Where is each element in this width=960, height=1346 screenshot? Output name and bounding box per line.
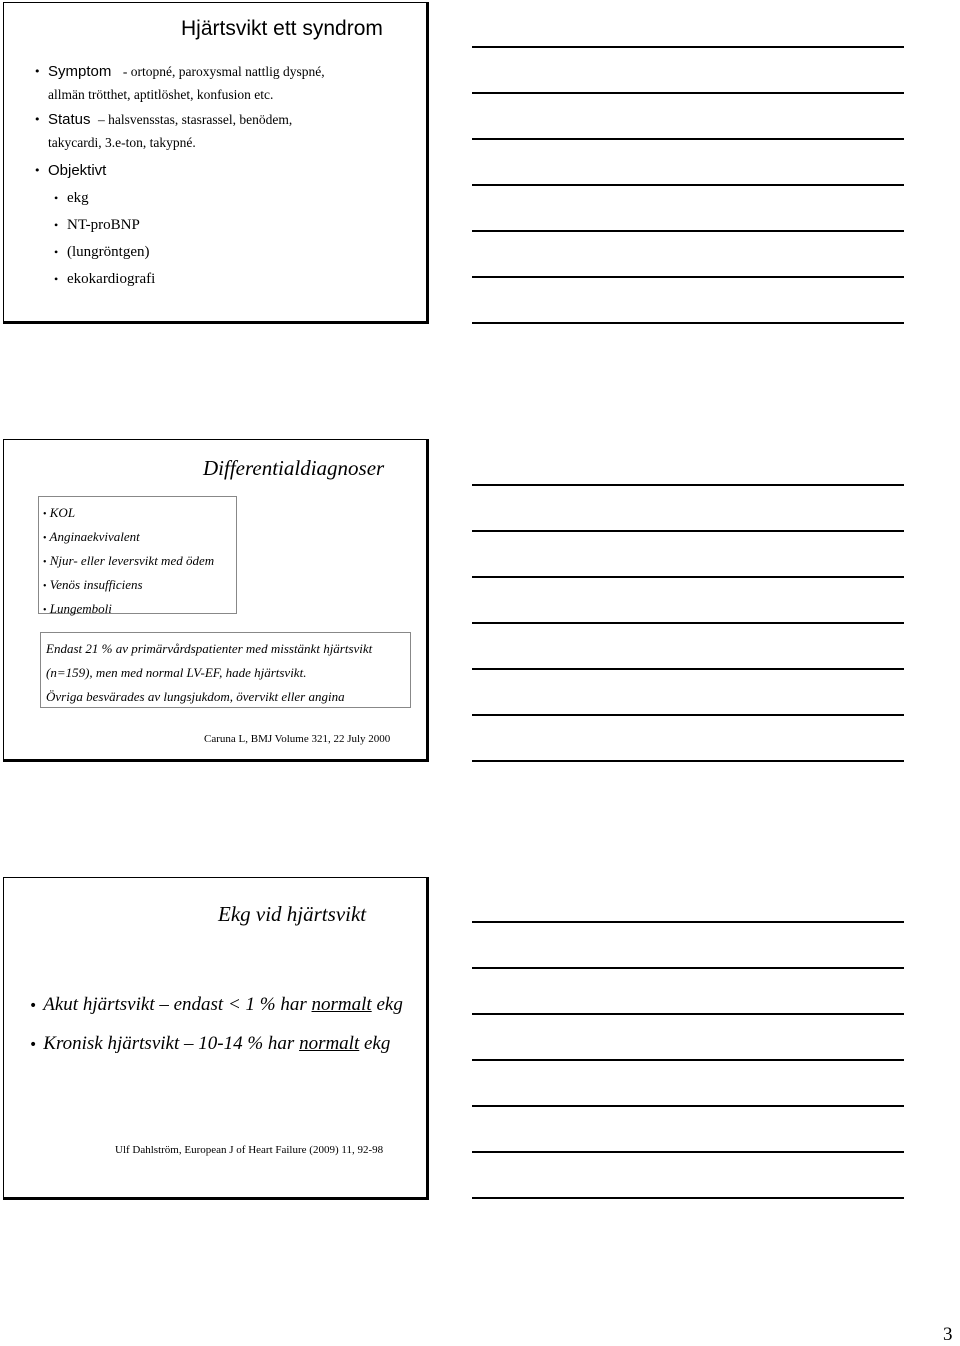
sub-item-label: NT-proBNP	[67, 217, 140, 233]
bullet: •	[54, 245, 59, 259]
note-line	[472, 714, 904, 716]
objektivt-item	[34, 159, 325, 183]
note-line-text: Endast 21 % av primärvårdspatienter med misstänkt hjärtsvikt	[46, 641, 373, 656]
slide-3-title: Ekg vid hjärtsvikt	[218, 902, 367, 926]
item-text: Akut hjärtsvikt – endast < 1 % har	[43, 994, 312, 1015]
sub-item-label: ekg	[67, 190, 89, 206]
sub-item-label: (lungröntgen)	[67, 244, 150, 260]
note-box	[40, 632, 411, 708]
note-line	[472, 46, 904, 48]
note-line	[472, 760, 904, 762]
note-line	[472, 322, 904, 324]
status-item	[34, 109, 325, 159]
note-line	[472, 530, 904, 532]
sub-item-lungrontgen	[54, 239, 155, 266]
note-line	[472, 967, 904, 969]
bullet: •	[54, 272, 59, 286]
slide-2-reference: Caruna L, BMJ Volume 321, 22 July 2000	[204, 733, 391, 745]
item-text: ekg	[371, 994, 403, 1015]
notes-lines-1	[472, 46, 904, 324]
diagnosis-item: • Lungemboli	[43, 601, 112, 616]
note-line-text: (n=159), men med normal LV-EF, hade hjärtsvikt.	[46, 665, 307, 680]
slide-1	[3, 2, 429, 324]
note-line	[472, 138, 904, 140]
symptom-text-a: - ortopné, paroxysmal nattlig dyspné,	[122, 64, 325, 79]
note-line	[472, 484, 904, 486]
slide-2	[3, 439, 429, 762]
note-line	[472, 1059, 904, 1061]
notes-lines-3	[472, 921, 904, 1199]
bullet: •	[34, 65, 41, 78]
note-line-text: Övriga besvärades av lungsjukdom, övervikt eller angina	[46, 689, 345, 704]
bullet: •	[54, 191, 59, 205]
sub-item-nt-probnp	[54, 212, 155, 239]
sub-item-label: ekokardiografi	[67, 271, 156, 287]
bullet: •	[29, 998, 38, 1014]
sub-item-ekokardiografi	[54, 266, 155, 293]
diagnoses-list	[43, 501, 236, 621]
status-text-b: takycardi, 3.e-ton, takypné.	[48, 135, 196, 150]
slide-1-title: Hjärtsvikt ett syndrom	[181, 17, 383, 40]
item-text: Kronisk hjärtsvikt – 10-14 % har	[43, 1033, 300, 1054]
note-line	[472, 1105, 904, 1107]
bullet: •	[34, 113, 41, 126]
sub-item-ekg	[54, 185, 155, 212]
diagnoses-box	[38, 496, 237, 614]
status-text-a: – halsvensstas, stasrassel, benödem,	[98, 112, 293, 127]
underlined-word: normalt	[299, 1033, 360, 1054]
underlined-word: normalt	[311, 994, 372, 1015]
note-line	[472, 1013, 904, 1015]
chronic-hf-item	[29, 1025, 403, 1064]
objektivt-sub-list	[54, 185, 155, 293]
slide-3	[3, 877, 429, 1200]
diagnosis-item: • Anginaekvivalent	[43, 529, 140, 544]
page-number: 3	[943, 1324, 953, 1345]
note-line	[472, 921, 904, 923]
acute-hf-item	[29, 986, 403, 1025]
note-line	[472, 1151, 904, 1153]
slide-3-reference: Ulf Dahlström, European J of Heart Failure (2009) 11, 92-98	[115, 1144, 384, 1156]
slide-1-bullet-list	[34, 61, 325, 183]
note-line	[472, 668, 904, 670]
diagnosis-item: • Njur- eller leversvikt med ödem	[43, 553, 215, 568]
bullet: •	[54, 218, 59, 232]
status-label: Status	[48, 111, 91, 128]
slide-2-title: Differentialdiagnoser	[203, 456, 385, 480]
notes-lines-2	[472, 484, 904, 762]
diagnosis-item: • Venös insufficiens	[43, 577, 143, 592]
symptom-item	[34, 61, 325, 109]
bullet: •	[34, 164, 41, 177]
note-line	[472, 276, 904, 278]
objektivt-label: Objektivt	[48, 162, 107, 179]
diagnosis-item: • KOL	[43, 505, 76, 520]
note-line	[472, 230, 904, 232]
note-line	[472, 92, 904, 94]
symptom-label: Symptom	[48, 63, 112, 80]
item-text: ekg	[359, 1033, 391, 1054]
note-line	[472, 184, 904, 186]
bullet: •	[29, 1037, 38, 1053]
symptom-text-b: allmän trötthet, aptitlöshet, konfusion etc.	[48, 87, 274, 102]
slide-3-bullet-list	[29, 986, 403, 1064]
note-line	[472, 1197, 904, 1199]
note-line	[472, 622, 904, 624]
note-line	[472, 576, 904, 578]
